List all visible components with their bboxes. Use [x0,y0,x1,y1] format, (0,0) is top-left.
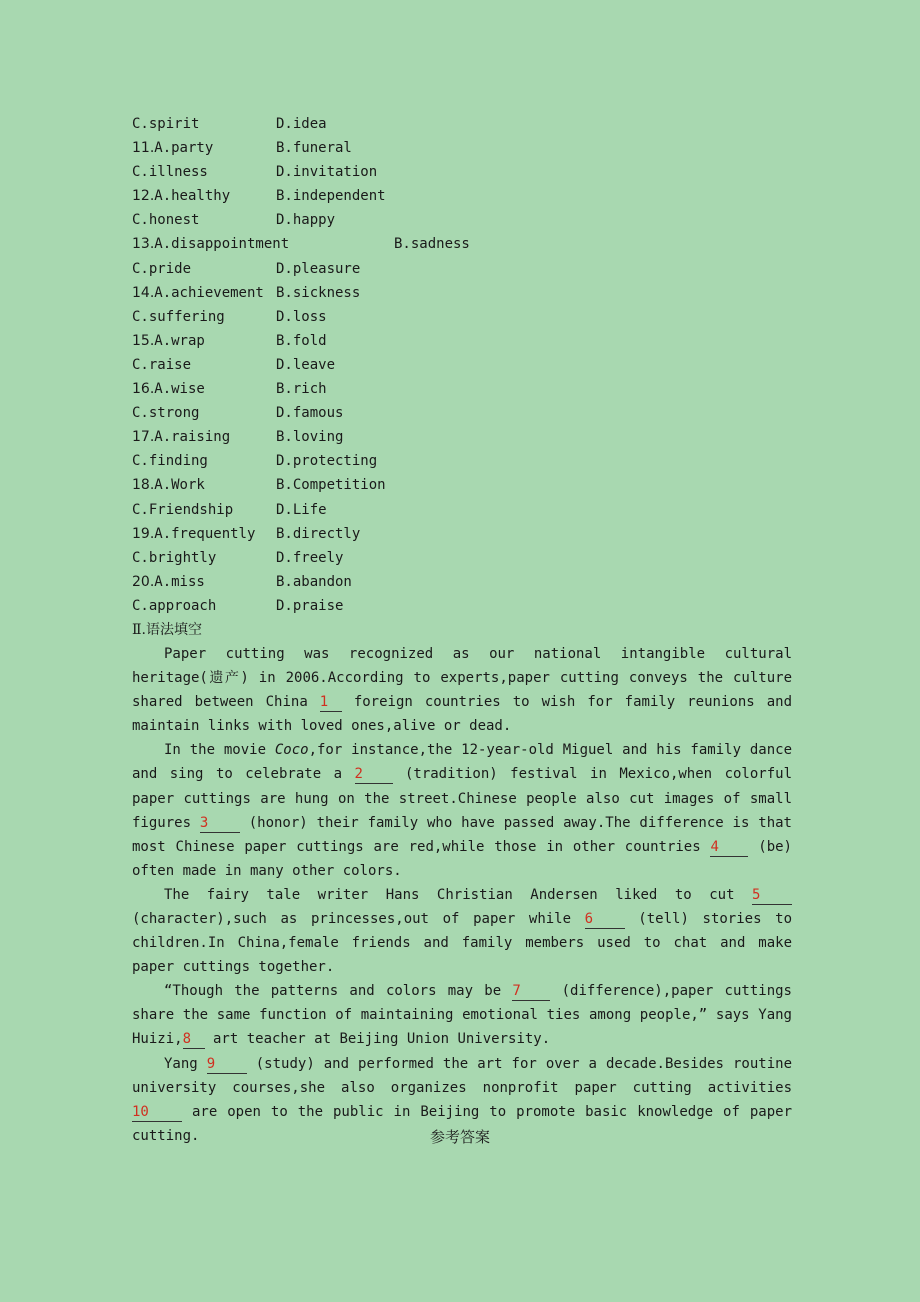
option-row [132,377,792,401]
option-a: 20.A.miss [132,573,205,590]
option-row [132,257,792,281]
option-row [132,281,792,305]
blank-4: 4 [710,838,748,857]
option-b: D.Life [276,501,327,518]
blank-1: 1 [320,693,342,712]
option-a: C.strong [132,405,200,422]
option-a: 14.A.achievement [132,284,264,301]
option-row [132,570,792,594]
paragraph-1: Paper cutting was recognized as our national intangible cultural heritage(遗产) in 2006.According to experts,paper cutting conveys the culture shared between China 1 foreign countries to wish for family reunions and maintain links with loved ones,alive or dead. [132,645,792,735]
options-list [132,112,792,618]
option-row [132,184,792,208]
option-b: D.leave [276,356,336,373]
option-a: 17.A.raising [132,429,231,446]
option-row [132,522,792,546]
option-a: 15.A.wrap [132,332,205,349]
option-b: B.Competition [276,477,386,494]
option-b: B.abandon [276,573,352,590]
option-a: C.honest [132,212,200,229]
blank-3: 3 [200,814,240,833]
paragraph-5: Yang 9 (study) and performed the art for over a decade.Besides routine university courses,she also organizes nonprofit paper cutting activities 10 are open to the public in Beijing to promote basic knowledge of paper cutting. [132,1055,792,1144]
option-a: 16.A.wise [132,381,205,398]
option-row [132,208,792,232]
blank-9: 9 [207,1055,247,1074]
option-a: C.illness [132,164,208,181]
movie-title: Coco [274,742,309,759]
blank-5: 5 [752,886,792,905]
paragraph-3: The fairy tale writer Hans Christian Andersen liked to cut 5 (character),such as princesses,out of paper while 6 (tell) stories to children.In China,female friends and family members used to chat and make paper cuttings together. [132,886,793,976]
option-row [132,112,792,136]
question-number: 15. [132,332,155,349]
option-row [132,498,792,522]
option-row [132,594,792,618]
option-row [132,546,792,570]
option-b: B.funeral [276,140,352,157]
option-row [132,353,792,377]
option-b: B.independent [276,188,386,205]
paragraph-2: In the movie Coco,for instance,the 12-year-old Miguel and his family dance and sing to celebrate a 2 (tradition) festival in Mexico,when colorful paper cuttings are hung on the street.Chinese people also cut images of small figures 3 (honor) their family who have passed away.The difference is that most Chinese paper cuttings are red,while those in other countries 4 (be) often made in many other colors. [132,742,793,879]
question-number: 19. [132,525,155,542]
option-a: C.suffering [132,308,225,325]
option-b: B.directly [276,525,361,542]
option-b: D.praise [276,597,344,614]
blank-6: 6 [585,910,625,929]
option-b: D.loss [276,308,327,325]
question-number: 13. [132,236,155,253]
option-row [132,136,792,160]
paragraph-4: “Though the patterns and colors may be 7 (difference),paper cuttings share the same function of maintaining emotional ties among people,” says Yang Huizi,8 art teacher at Beijing Union University. [132,983,792,1048]
option-a: 18.A.Work [132,477,205,494]
option-b: D.famous [276,405,344,422]
answer-key-heading: 参考答案 [429,1128,490,1146]
document-page [132,112,792,1148]
option-row [132,329,792,353]
option-a: C.pride [132,260,192,277]
option-b: B.sadness [394,236,470,253]
blank-10: 10 [132,1103,182,1122]
option-a: C.raise [132,356,192,373]
blank-8: 8 [183,1030,205,1049]
option-row [132,401,792,425]
option-a: 12.A.healthy [132,188,231,205]
option-b: D.pleasure [276,260,361,277]
question-number: 14. [132,284,155,301]
option-row [132,305,792,329]
option-row [132,473,792,497]
option-a: C.approach [132,597,217,614]
question-number: 17. [132,429,155,446]
option-b: D.freely [276,549,344,566]
option-a: C.finding [132,453,208,470]
option-b: D.protecting [276,453,378,470]
section-title: Ⅱ.语法填空 [132,621,202,638]
question-number: 16. [132,381,155,398]
option-a: C.brightly [132,549,217,566]
blank-7: 7 [512,982,550,1001]
option-b: B.fold [276,332,327,349]
question-number: 18. [132,477,155,494]
option-b: D.invitation [276,164,378,181]
option-b: D.happy [276,212,336,229]
option-row [132,449,792,473]
question-number: 20. [132,573,155,590]
option-row [132,425,792,449]
option-a: 13.A.disappointment [132,236,290,253]
option-b: D.idea [276,116,327,132]
option-b: B.rich [276,381,327,398]
question-number: 11. [132,140,155,157]
option-row [132,160,792,184]
option-row [132,232,792,256]
option-a: C.Friendship [132,501,234,518]
option-b: B.loving [276,429,344,446]
option-a: 19.A.frequently [132,525,256,542]
option-a: 11.A.party [132,140,214,157]
question-number: 12. [132,188,155,205]
option-b: B.sickness [276,284,361,301]
option-a: C.spirit [132,116,200,132]
blank-2: 2 [355,765,393,784]
